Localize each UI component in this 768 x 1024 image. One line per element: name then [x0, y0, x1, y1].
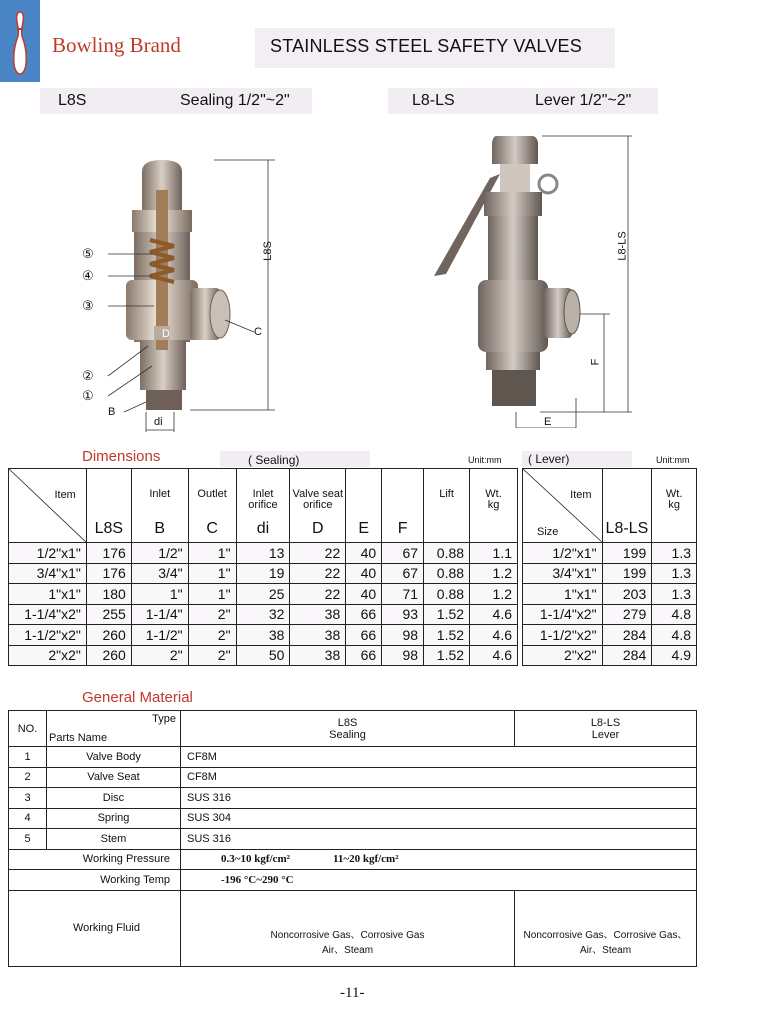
- col-f: [382, 469, 424, 543]
- diagonal-line: [9, 469, 86, 542]
- table-cell: 66: [346, 625, 382, 646]
- table-cell: 284: [602, 645, 652, 666]
- header-outlet: Outlet: [197, 488, 227, 500]
- table-cell: SUS 316: [181, 829, 697, 850]
- table-cell: 4.6: [470, 645, 518, 666]
- header-lift: Lift: [439, 488, 454, 500]
- table-cell: 1.3: [652, 584, 697, 605]
- table-cell: 0.88: [424, 543, 470, 564]
- fluid-l8ls-line-2: Air、Steam: [579, 944, 632, 956]
- working-temp-row: [9, 870, 697, 891]
- brand-logo: [0, 0, 40, 82]
- table-cell: 4.6: [470, 625, 518, 646]
- table-cell: CF8M: [181, 767, 697, 788]
- table-cell: 2": [188, 604, 236, 625]
- table-cell: 1.52: [424, 625, 470, 646]
- col-lift: [424, 469, 470, 543]
- header-parts-name: Parts Name: [49, 732, 108, 744]
- header-b: B: [154, 520, 166, 537]
- table-cell: 1/2": [131, 543, 188, 564]
- dimension-label-e: E: [544, 416, 552, 428]
- lever-header-row: [523, 469, 697, 543]
- table-cell: 1"x1": [9, 584, 87, 605]
- table-cell: 2"x2": [523, 645, 603, 666]
- table-row: [9, 788, 697, 809]
- header-material-l8s-sub: Sealing: [329, 728, 366, 741]
- table-cell: 284: [602, 625, 652, 646]
- sealing-label: ( Sealing): [248, 453, 300, 467]
- table-cell: Spring: [47, 808, 181, 829]
- table-row: [523, 604, 697, 625]
- unit-label: Unit:mm: [468, 455, 502, 465]
- table-cell: 1.52: [424, 645, 470, 666]
- table-cell: 1-1/2"x2": [9, 625, 87, 646]
- table-cell: Valve Body: [47, 747, 181, 768]
- header-parts-cell: [47, 711, 181, 747]
- header-inlet: Inlet: [149, 488, 171, 500]
- table-cell: 98: [382, 625, 424, 646]
- table-cell: 38: [290, 625, 346, 646]
- page-number: -11-: [340, 985, 365, 1001]
- table-cell: 1-1/2"x2": [523, 625, 603, 646]
- working-fluid-l8s: [181, 890, 515, 966]
- material-table: [8, 710, 697, 967]
- table-cell: 2": [188, 625, 236, 646]
- callout-3: ③: [82, 298, 94, 313]
- col-l8s: [86, 469, 131, 543]
- table-row: [523, 645, 697, 666]
- working-fluid-row: [9, 890, 697, 966]
- model-desc-l8s: Sealing 1/2"~2": [180, 92, 290, 109]
- model-desc-l8ls: Lever 1/2"~2": [535, 92, 632, 109]
- table-cell: 1": [188, 543, 236, 564]
- valve-l8ls-drawing: [420, 128, 640, 428]
- table-cell: 66: [346, 604, 382, 625]
- table-cell: 13: [236, 543, 290, 564]
- table-cell: 279: [602, 604, 652, 625]
- col-weight: [470, 469, 518, 543]
- table-row: [523, 625, 697, 646]
- header-no: NO.: [17, 722, 38, 735]
- col-e: [346, 469, 382, 543]
- header-e: E: [358, 520, 370, 537]
- header-valve-seat-2: orifice: [303, 499, 333, 511]
- table-cell: 260: [86, 645, 131, 666]
- dimensions-table: [8, 468, 518, 666]
- fluid-l8s-line-2: Air、Steam: [321, 944, 374, 956]
- table-row: [9, 829, 697, 850]
- table-cell: 255: [86, 604, 131, 625]
- table-row: [9, 808, 697, 829]
- header-di: di: [256, 520, 270, 537]
- table-cell: 0.88: [424, 563, 470, 584]
- table-cell: 1.2: [470, 584, 518, 605]
- table-cell: 2: [9, 767, 47, 788]
- callout-5: ⑤: [82, 246, 94, 261]
- header-material-l8s: L8S: [337, 716, 358, 729]
- header-l8s: L8S: [94, 520, 124, 537]
- table-cell: 3: [9, 788, 47, 809]
- table-cell: 4.6: [470, 604, 518, 625]
- table-cell: SUS 316: [181, 788, 697, 809]
- dimension-label-d: D: [162, 328, 170, 340]
- table-row: [9, 645, 518, 666]
- fluid-l8ls-line-1: Noncorrosive Gas、Corrosive Gas、: [523, 929, 688, 941]
- table-cell: 3/4"x1": [9, 563, 87, 584]
- table-cell: 1-1/4"x2": [9, 604, 87, 625]
- header-wt-1: Wt.: [485, 488, 502, 500]
- table-cell: 2": [188, 645, 236, 666]
- dimension-label-l8s: L8S: [261, 241, 274, 261]
- col-inlet-orifice: [236, 469, 290, 543]
- table-cell: Disc: [47, 788, 181, 809]
- header-inlet-orifice-1: Inlet: [252, 488, 274, 500]
- table-cell: 1": [188, 563, 236, 584]
- dimension-label-c: C: [254, 326, 262, 338]
- col-lever-item: [523, 469, 603, 543]
- lever-label: ( Lever): [528, 452, 570, 466]
- table-row: [9, 747, 697, 768]
- table-cell: 1.3: [652, 543, 697, 564]
- table-cell: 0.88: [424, 584, 470, 605]
- table-cell: 4.8: [652, 604, 697, 625]
- table-cell: 19: [236, 563, 290, 584]
- header-f: F: [397, 520, 408, 537]
- table-cell: 38: [236, 625, 290, 646]
- table-cell: SUS 304: [181, 808, 697, 829]
- table-row: [9, 584, 518, 605]
- header-wt-2: kg: [487, 499, 500, 511]
- table-cell: 40: [346, 563, 382, 584]
- table-cell: 98: [382, 645, 424, 666]
- dimension-label-l8ls: L8-LS: [616, 231, 629, 261]
- header-item: Item: [54, 489, 76, 501]
- table-row: [9, 767, 697, 788]
- working-fluid-label: Working Fluid: [9, 890, 181, 966]
- working-pressure-label: Working Pressure: [9, 849, 181, 870]
- table-cell: 2"x2": [9, 645, 87, 666]
- col-item: [9, 469, 87, 543]
- header-no-cell: [9, 711, 47, 747]
- table-cell: 25: [236, 584, 290, 605]
- table-cell: 176: [86, 543, 131, 564]
- header-material-l8ls-sub: Lever: [591, 728, 620, 741]
- valve-l8s-drawing: [70, 150, 300, 440]
- header-lever-item: Item: [570, 489, 592, 501]
- table-cell: 1": [188, 584, 236, 605]
- callout-1: ①: [82, 388, 94, 403]
- callout-4: ④: [82, 268, 94, 283]
- header-c: C: [206, 520, 218, 537]
- col-lever-weight: [652, 469, 697, 543]
- table-cell: 2": [131, 645, 188, 666]
- col-l8ls: [602, 469, 652, 543]
- dimensions-header-row: [9, 469, 518, 543]
- working-fluid-l8ls: [515, 890, 697, 966]
- model-code-l8ls: L8-LS: [412, 92, 455, 109]
- header-lever-wt-1: Wt.: [665, 488, 683, 500]
- dimension-label-f: F: [589, 358, 602, 366]
- table-cell: 1/2"x1": [523, 543, 603, 564]
- header-inlet-orifice-2: orifice: [248, 499, 278, 511]
- table-cell: 71: [382, 584, 424, 605]
- col-inlet: [131, 469, 188, 543]
- table-cell: 1.52: [424, 604, 470, 625]
- lever-dimensions-table: [522, 468, 697, 666]
- callout-2: ②: [82, 368, 94, 383]
- table-cell: CF8M: [181, 747, 697, 768]
- table-cell: 199: [602, 543, 652, 564]
- working-temp-label: Working Temp: [9, 870, 181, 891]
- table-cell: 203: [602, 584, 652, 605]
- table-row: [9, 563, 518, 584]
- header-l8ls-cell: [515, 711, 697, 747]
- page-title: STAINLESS STEEL SAFETY VALVES: [270, 36, 582, 56]
- table-cell: 22: [290, 563, 346, 584]
- header-lever-wt-2: kg: [668, 499, 680, 511]
- table-cell: 93: [382, 604, 424, 625]
- header-valve-seat-1: Valve seat: [292, 488, 344, 500]
- table-row: [9, 625, 518, 646]
- header-d: D: [312, 520, 324, 537]
- table-cell: Stem: [47, 829, 181, 850]
- header-l8s-cell: [181, 711, 515, 747]
- table-cell: Valve Seat: [47, 767, 181, 788]
- table-cell: 4.9: [652, 645, 697, 666]
- table-cell: 50: [236, 645, 290, 666]
- table-cell: 199: [602, 563, 652, 584]
- header-lever-size: Size: [537, 526, 559, 538]
- table-cell: 22: [290, 543, 346, 564]
- diagonal-line: [523, 469, 602, 542]
- table-cell: 176: [86, 563, 131, 584]
- header-type: Type: [152, 713, 176, 725]
- header-material-l8ls: L8-LS: [590, 716, 621, 729]
- bowling-pin-icon: [12, 10, 28, 76]
- table-cell: 1"x1": [523, 584, 603, 605]
- table-cell: 67: [382, 563, 424, 584]
- working-pressure-values: [181, 849, 697, 870]
- unit-label-lever: Unit:mm: [656, 455, 690, 465]
- col-outlet: [188, 469, 236, 543]
- table-cell: 1: [9, 747, 47, 768]
- dimensions-title: Dimensions: [82, 448, 161, 465]
- table-row: [9, 543, 518, 564]
- table-row: [9, 604, 518, 625]
- model-code-l8s: L8S: [58, 92, 87, 109]
- table-cell: 1": [131, 584, 188, 605]
- table-cell: 40: [346, 543, 382, 564]
- dimension-label-b: B: [108, 406, 116, 418]
- table-row: [523, 563, 697, 584]
- table-row: [523, 584, 697, 605]
- table-cell: 3/4": [131, 563, 188, 584]
- table-cell: 3/4"x1": [523, 563, 603, 584]
- table-cell: 1/2"x1": [9, 543, 87, 564]
- table-row: [523, 543, 697, 564]
- general-material-title: General Material: [82, 689, 193, 706]
- table-cell: 4.8: [652, 625, 697, 646]
- table-cell: 260: [86, 625, 131, 646]
- table-cell: 1.2: [470, 563, 518, 584]
- table-cell: 67: [382, 543, 424, 564]
- table-cell: 1.3: [652, 563, 697, 584]
- table-cell: 180: [86, 584, 131, 605]
- table-cell: 66: [346, 645, 382, 666]
- table-cell: 22: [290, 584, 346, 605]
- working-pressure-1: 0.3~10 kgf/cm²: [221, 853, 290, 866]
- working-pressure-row: [9, 849, 697, 870]
- table-cell: 5: [9, 829, 47, 850]
- table-cell: 4: [9, 808, 47, 829]
- working-pressure-2: 11~20 kgf/cm²: [332, 853, 399, 866]
- dimension-label-di: di: [154, 416, 163, 428]
- col-valve-seat: [290, 469, 346, 543]
- brand-name: Bowling Brand: [52, 33, 181, 57]
- working-temp-value: -196 °C~290 °C: [181, 870, 697, 891]
- table-cell: 1.1: [470, 543, 518, 564]
- table-cell: 1-1/2": [131, 625, 188, 646]
- fluid-l8s-line-1: Noncorrosive Gas、Corrosive Gas: [270, 929, 425, 941]
- table-cell: 38: [290, 645, 346, 666]
- table-cell: 32: [236, 604, 290, 625]
- table-cell: 1-1/4"x2": [523, 604, 603, 625]
- material-header-row: [9, 711, 697, 747]
- table-cell: 1-1/4": [131, 604, 188, 625]
- table-cell: 40: [346, 584, 382, 605]
- header-l8ls: L8-LS: [605, 520, 649, 537]
- table-cell: 38: [290, 604, 346, 625]
